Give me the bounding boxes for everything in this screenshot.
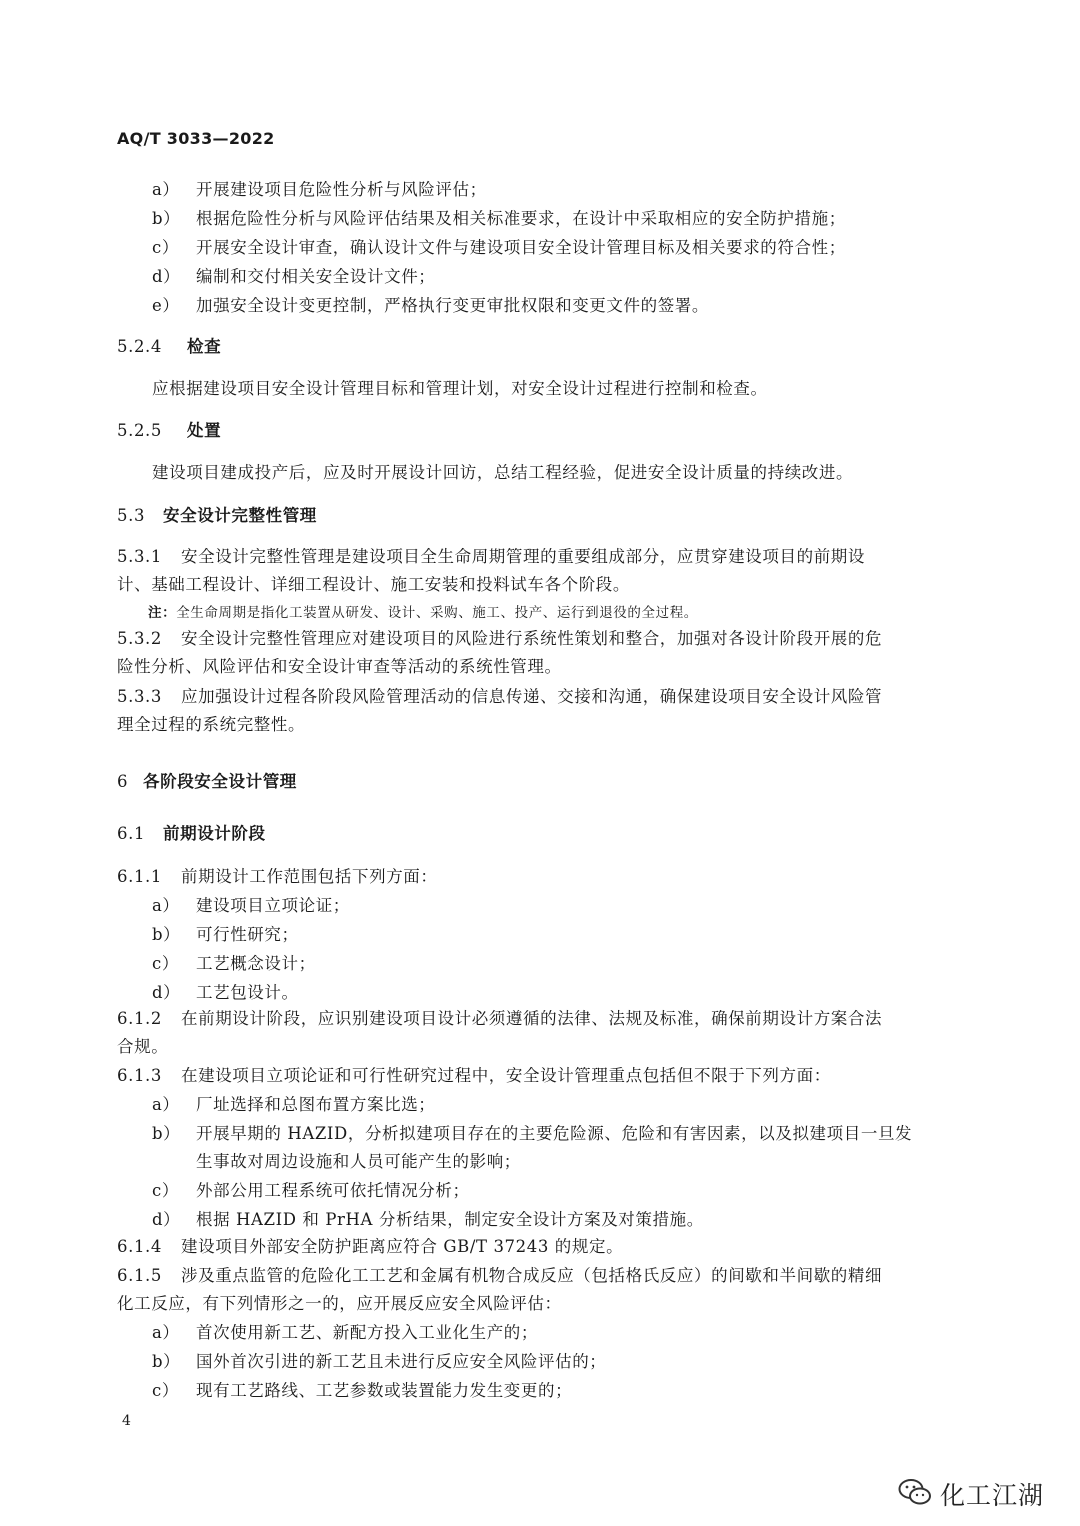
clause-6-1-5-line2: 化工反应，有下列情形之一的，应开展反应安全风险评估： <box>117 1294 562 1313</box>
clause-5-3-1-line1: 5.3.1 安全设计完整性管理是建设项目全生命周期管理的重要组成部分，应贯穿建设项目的前期设 <box>117 547 865 566</box>
clause-5-3-2-line2: 险性分析、风险评估和安全设计审查等活动的系统性管理。 <box>117 657 562 676</box>
list-item: a） 开展建设项目危险性分析与风险评估； <box>152 180 487 199</box>
list-item: c） 现有工艺路线、工艺参数或装置能力发生变更的； <box>152 1381 573 1400</box>
document-id: AQ/T 3033—2022 <box>117 129 275 148</box>
watermark-text: 化工江湖 <box>939 1481 1044 1510</box>
list-item: a） 建设项目立项论证； <box>152 896 350 915</box>
watermark <box>898 1476 1044 1512</box>
list-item: d） 编制和交付相关安全设计文件； <box>152 267 436 286</box>
section-heading-6-1: 6.1 前期设计阶段 <box>117 824 266 843</box>
clause-6-1-1: 6.1.1 前期设计工作范围包括下列方面： <box>117 867 438 886</box>
list-item: c） 外部公用工程系统可依托情况分析； <box>152 1181 470 1200</box>
wechat-icon <box>898 1478 932 1510</box>
list-item: b） 根据危险性分析与风险评估结果及相关标准要求，在设计中采取相应的安全防护措施； <box>152 209 846 228</box>
clause-6-1-2-line2: 合规。 <box>117 1037 169 1056</box>
clause-6-1-2-line1: 6.1.2 在前期设计阶段，应识别建设项目设计必须遵循的法律、法规及标准，确保前期设计方案合法 <box>117 1009 883 1028</box>
note: 注：全生命周期是指化工装置从研发、设计、采购、施工、投产、运行到退役的全过程。 <box>148 605 698 621</box>
clause-5-3-3-line2: 理全过程的系统完整性。 <box>117 715 306 734</box>
list-item: c） 开展安全设计审查，确认设计文件与建设项目安全设计管理目标及相关要求的符合性； <box>152 238 846 257</box>
list-item-continuation: 生事故对周边设施和人员可能产生的影响； <box>196 1152 521 1171</box>
list-item: b） 国外首次引进的新工艺且未进行反应安全风险评估的； <box>152 1352 607 1371</box>
list-item: e） 加强安全设计变更控制，严格执行变更审批权限和变更文件的签署。 <box>152 296 709 315</box>
list-item: c） 工艺概念设计； <box>152 954 316 973</box>
page-number: 4 <box>122 1413 132 1429</box>
list-item: a） 首次使用新工艺、新配方投入工业化生产的； <box>152 1323 538 1342</box>
clause-6-1-3: 6.1.3 在建设项目立项论证和可行性研究过程中，安全设计管理重点包括但不限于下列方面： <box>117 1066 831 1085</box>
clause-5-3-1-line2: 计、基础工程设计、详细工程设计、施工安装和投料试车各个阶段。 <box>117 575 630 594</box>
list-item: b） 开展早期的 HAZID，分析拟建项目存在的主要危险源、危险和有害因素，以及拟建项目一旦发 <box>152 1124 913 1143</box>
clause-5-3-3-line1: 5.3.3 应加强设计过程各阶段风险管理活动的信息传递、交接和沟通，确保建设项目安全设计风险管 <box>117 687 883 706</box>
paragraph: 建设项目建成投产后，应及时开展设计回访，总结工程经验，促进安全设计质量的持续改进。 <box>152 463 854 482</box>
chapter-heading-6: 6 各阶段安全设计管理 <box>117 772 297 791</box>
section-heading-5-2-5: 5.2.5 处置 <box>117 421 222 440</box>
list-item: d） 根据 HAZID 和 PrHA 分析结果，制定安全设计方案及对策措施。 <box>152 1210 704 1229</box>
paragraph: 应根据建设项目安全设计管理目标和管理计划，对安全设计过程进行控制和检查。 <box>152 379 768 398</box>
section-heading-5-2-4: 5.2.4 检查 <box>117 337 222 356</box>
clause-6-1-5-line1: 6.1.5 涉及重点监管的危险化工工艺和金属有机物合成反应（包括格氏反应）的间歇和半间歇的精细 <box>117 1266 883 1285</box>
clause-5-3-2-line1: 5.3.2 安全设计完整性管理应对建设项目的风险进行系统性策划和整合，加强对各设计阶段开展的危 <box>117 629 883 648</box>
list-item: d） 工艺包设计。 <box>152 983 299 1002</box>
list-item: a） 厂址选择和总图布置方案比选； <box>152 1095 436 1114</box>
list-item: b） 可行性研究； <box>152 925 299 944</box>
section-heading-5-3: 5.3 安全设计完整性管理 <box>117 506 317 525</box>
clause-6-1-4: 6.1.4 建设项目外部安全防护距离应符合 GB/T 37243 的规定。 <box>117 1237 624 1256</box>
